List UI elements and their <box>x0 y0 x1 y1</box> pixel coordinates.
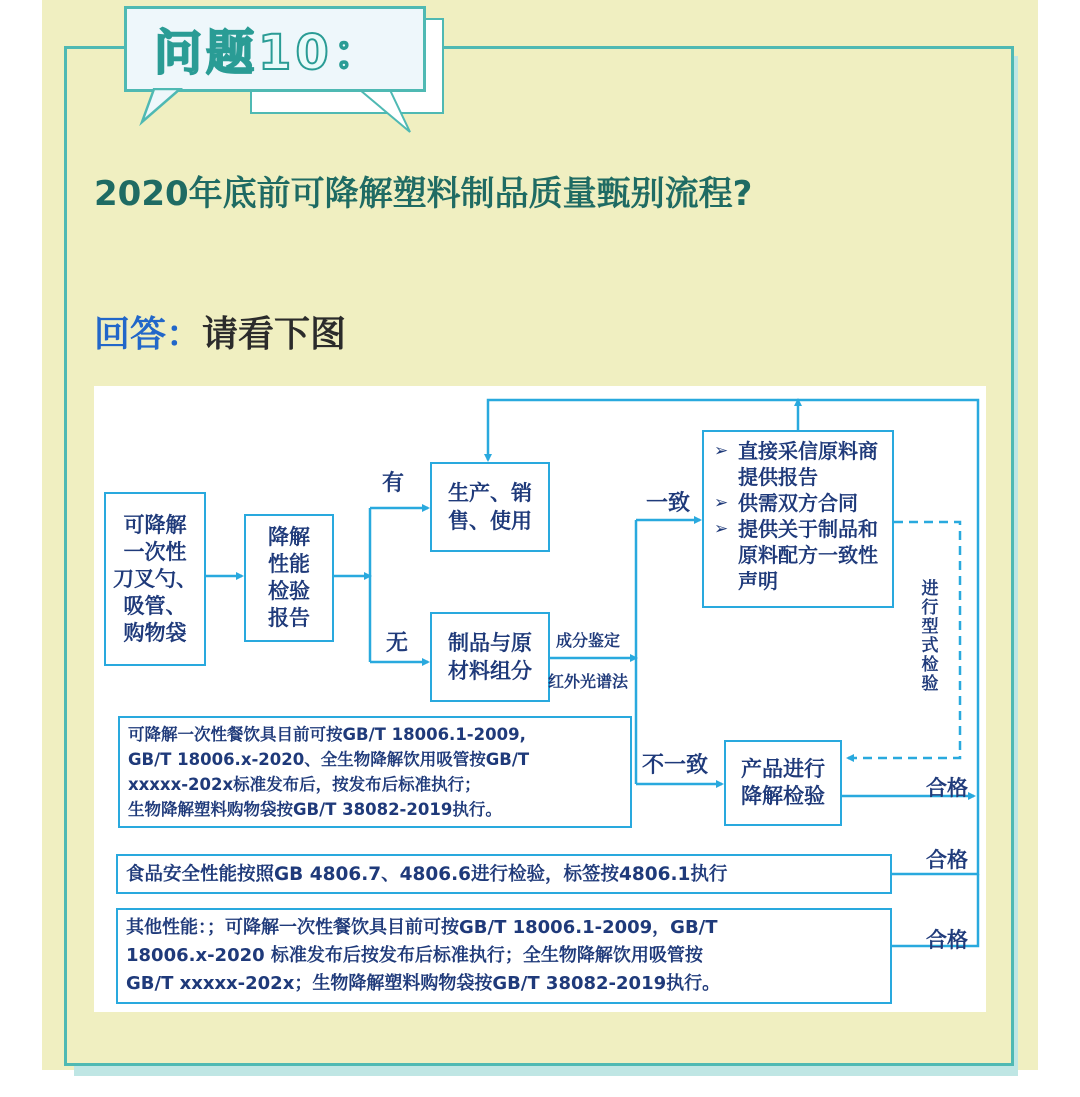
evidence-item: ➢ 提供关于制品和原料配方一致性声明 <box>714 517 878 593</box>
food-safety-note-box: 食品安全性能按照GB 4806.7、4806.6进行检验，标签按4806.1执行 <box>116 854 892 894</box>
degradation-test-box: 产品进行 降解检验 <box>724 740 842 826</box>
method-label-1: 成分鉴定 <box>556 631 621 650</box>
answer-text: 请看下图 <box>202 314 347 355</box>
consistent-label: 一致 <box>646 491 691 516</box>
arrow-bullet-icon: ➢ <box>714 493 729 513</box>
answer-line <box>94 306 346 357</box>
pass-label-2: 合格 <box>926 848 968 872</box>
other-performance-note-box: 其他性能：；可降解一次性餐饮具目前可按GB/T 18006.1-2009，GB/T 18006.x-2020 标准发布后按发布后标准执行；全生物降解饮用吸管按 GB/T xxxxx-202x；生物降解塑料购物袋按GB/T 38082-2019执行。 <box>116 908 892 1004</box>
evidence-item: ➢ 供需双方合同 <box>714 491 858 515</box>
standards-note-box: 可降解一次性餐饮具目前可按GB/T 18006.1-2009, GB/T 18006.x-2020、全生物降解饮用吸管按GB/T xxxxx-202x标准发布后，按发布后标准执行； 生物降解塑料购物袋按GB/T 38082-2019执行。 <box>118 716 632 828</box>
pass-label-3: 合格 <box>926 928 968 952</box>
degradation-report-box: 降解 性能 检验 报告 <box>244 514 334 642</box>
production-sale-box: 生产、销 售、使用 <box>430 462 550 552</box>
branch-no-label: 无 <box>386 631 409 656</box>
flowchart <box>94 386 986 1012</box>
arrow-bullet-icon: ➢ <box>714 519 729 539</box>
branch-yes-label: 有 <box>382 471 405 496</box>
type-test-label: 进行型式检验 <box>921 579 939 694</box>
tag-tail-left <box>120 88 200 128</box>
method-label-2: 红外光谱法 <box>548 672 629 691</box>
tag-tail-right <box>240 88 420 138</box>
evidence-list <box>704 432 892 598</box>
start-products-box: 可降解 一次性 刀叉勺、 吸管、 购物袋 <box>104 492 206 666</box>
arrow-bullet-icon: ➢ <box>714 441 729 461</box>
pass-label-1: 合格 <box>926 776 968 800</box>
answer-label: 回答： <box>94 314 203 355</box>
question-number: 问题10： <box>154 25 385 81</box>
evidence-item: ➢ 直接采信原料商 提供报告 <box>714 439 878 489</box>
inconsistent-label: 不一致 <box>642 753 709 778</box>
question-text: 2020年底前可降解塑料制品质量甄别流程? <box>94 174 753 214</box>
component-box: 制品与原 材料组分 <box>430 612 550 702</box>
consistent-evidence-box <box>702 430 894 608</box>
